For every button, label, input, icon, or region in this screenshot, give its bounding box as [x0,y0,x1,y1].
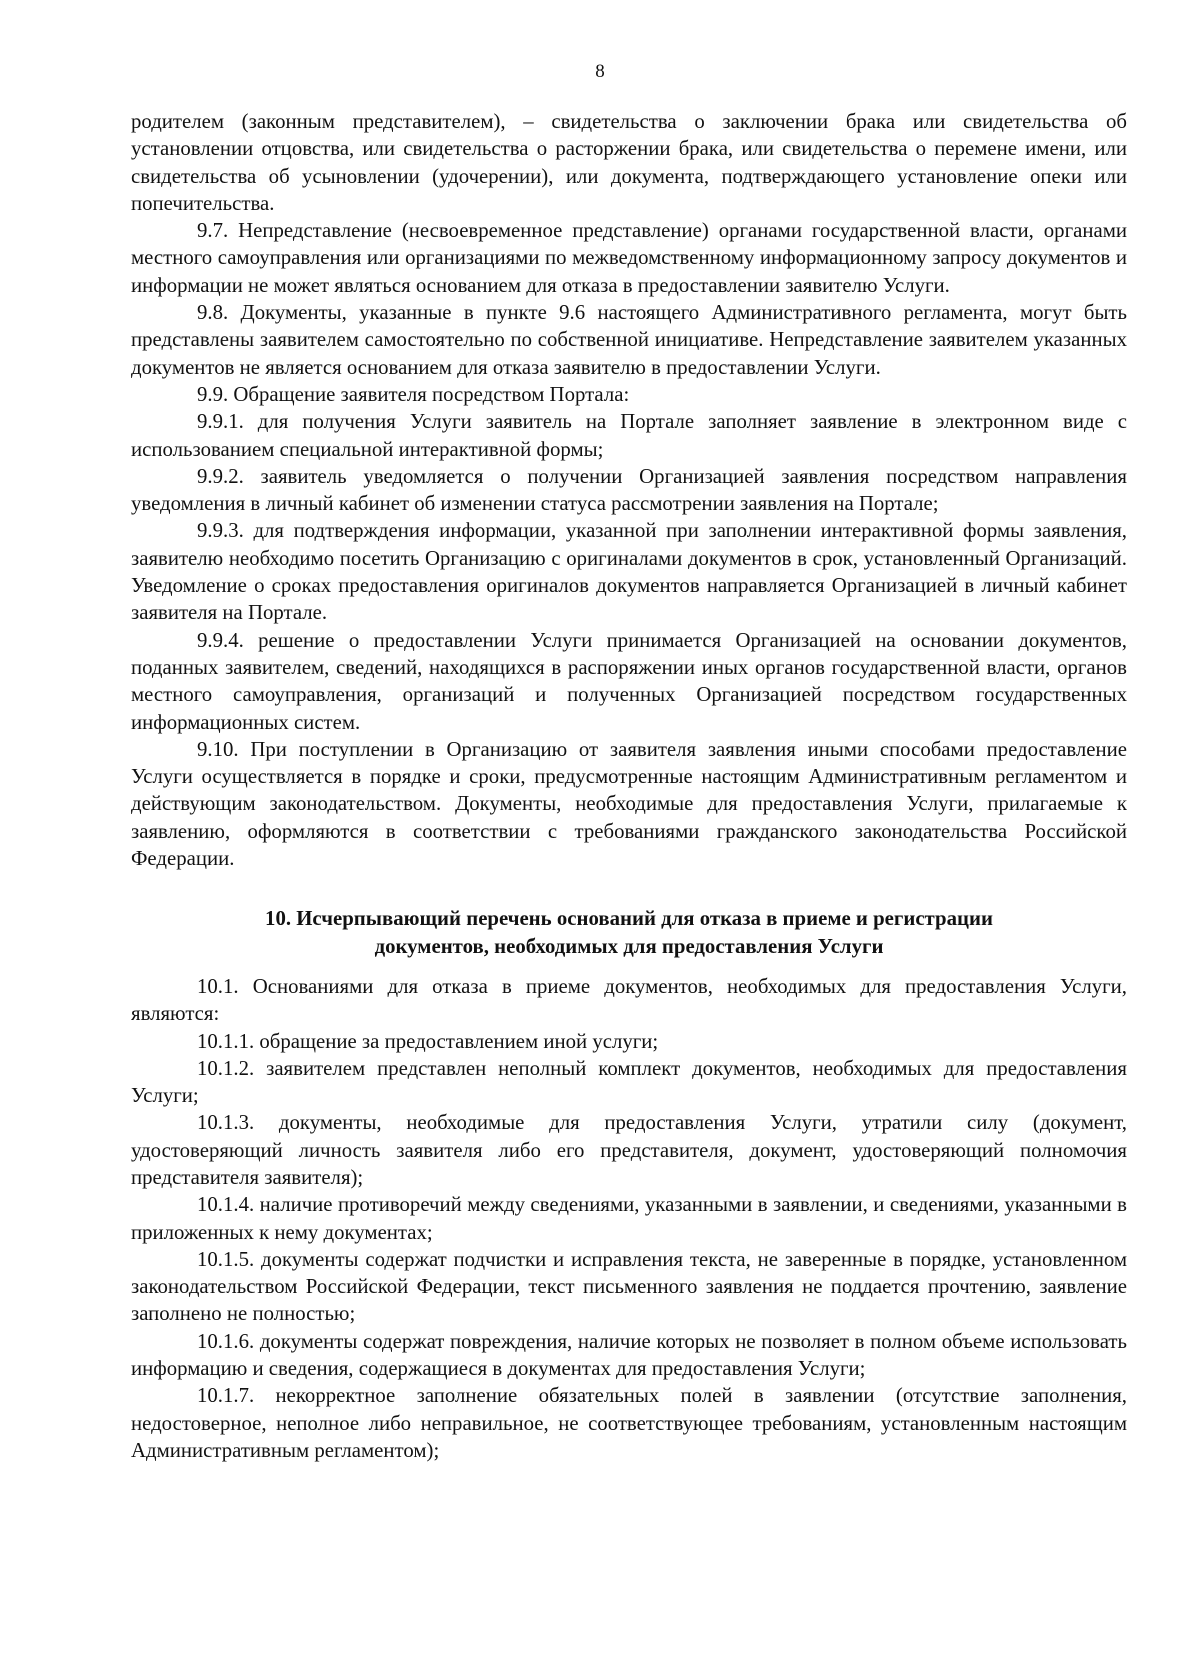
page-number: 8 [595,61,605,82]
paragraph: 9.9. Обращение заявителя посредством Портала: [197,382,630,406]
heading-line-2: документов, необходимых для предоставления Услуги [374,934,884,958]
paragraph: родителем (законным представителем), – свидетельства о заключении брака или свидетельства об установлении отцовства, или свидетельства о расторжении брака, или свидетельства о перемене имени, или свидетельства об усыновлении (удочерении), или документа, подтверждающего установление опеки или попечительства. [131,110,1127,215]
paragraph: 9.10. При поступлении в Организацию от заявителя заявления иными способами предоставление Услуги осуществляется в порядке и сроки, предусмотренные настоящим Административным регламентом и действующим законодательством. Документы, необходимые для предоставления Услуги, прилагаемые к заявлению, оформляются в соответствии с требованиями гражданского законодательства Российской Федерации. [131,737,1127,871]
paragraph: 9.9.4. решение о предоставлении Услуги принимается Организацией на основании документов, поданных заявителем, сведений, находящихся в распоряжении иных органов государственной власти, органов местного самоуправления, организаций и полученных Организацией посредством государственных информационных систем. [131,628,1127,734]
paragraph: 9.9.2. заявитель уведомляется о получении Организацией заявления посредством направления уведомления в личный кабинет об изменении статуса рассмотрении заявления на Портале; [131,464,1127,516]
paragraph: 10.1.2. заявителем представлен неполный комплект документов, необходимых для предоставления Услуги; [131,1056,1127,1108]
paragraph: 10.1.1. обращение за предоставлением иной услуги; [197,1029,659,1053]
paragraph: 10.1. Основаниями для отказа в приеме документов, необходимых для предоставления Услуги, являются: [131,974,1127,1026]
section-10-body [131,973,1127,1464]
paragraph: 9.8. Документы, указанные в пункте 9.6 настоящего Административного регламента, могут быть представлены заявителем самостоятельно по собственной инициативе. Непредставление заявителем указанных документов не является основанием для отказа заявителю в предоставлении Услуги. [131,301,1127,379]
paragraph: 10.1.5. документы содержат подчистки и исправления текста, не заверенные в порядке, установленном законодательством Российской Федерации, текст письменного заявления не поддается прочтению, заявление заполнено не полностью; [131,1247,1127,1326]
section-9-continuation [131,108,1127,872]
document-body [131,108,1127,1464]
paragraph: 9.7. Непредставление (несвоевременное представление) органами государственной власти, органами местного самоуправления или организациями по межведомственному информационному запросу документов и информации не может являться основанием для отказа в предоставлении заявителю Услуги. [131,219,1127,297]
paragraph: 10.1.7. некорректное заполнение обязательных полей в заявлении (отсутствие заполнения, недостоверное, неполное либо неправильное, не соответствующее требованиям, установленным настоящим Административным регламентом); [131,1384,1127,1462]
heading-line-1: 10. Исчерпывающий перечень оснований для отказа в приеме и регистрации [265,907,993,931]
paragraph: 9.9.1. для получения Услуги заявитель на Портале заполняет заявление в электронном виде с использованием специальной интерактивной формы; [131,410,1127,461]
section-10-heading [131,905,1127,960]
paragraph: 10.1.3. документы, необходимые для предоставления Услуги, утратили силу (документ, удостоверяющий личность заявителя либо его представителя, документ, удостоверяющий полномочия представителя заявителя); [131,1111,1127,1189]
paragraph: 10.1.6. документы содержат повреждения, наличие которых не позволяет в полном объеме использовать информацию и сведения, содержащиеся в документах для предоставления Услуги; [131,1329,1127,1381]
paragraph: 10.1.4. наличие противоречий между сведениями, указанными в заявлении, и сведениями, указанными в приложенных к нему документах; [131,1193,1127,1244]
paragraph: 9.9.3. для подтверждения информации, указанной при заполнении интерактивной формы заявления, заявителю необходимо посетить Организацию с оригиналами документов в срок, установленный Организаций. Уведомление о сроках предоставления оригиналов документов направляется Организацией в личный кабинет заявителя на Портале. [131,519,1127,625]
